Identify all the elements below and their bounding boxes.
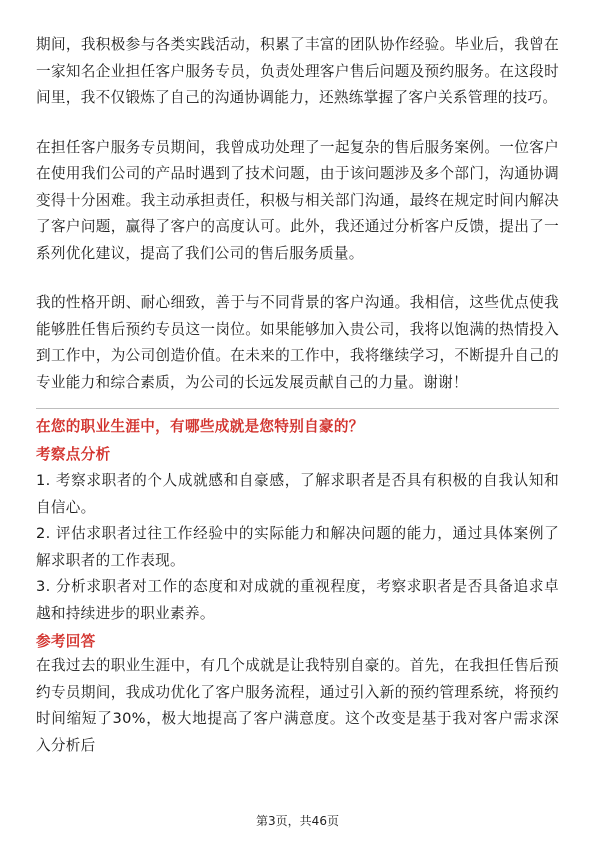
- body-paragraph: 在担任客户服务专员期间，我曾成功处理了一起复杂的售后服务案例。一位客户在使用我们公司的产品时遇到了技术问题，由于该问题涉及多个部门，沟通协调变得十分困难。我主动承担责任，积极与相关部门沟通，最终在规定时间内解决了客户问题，赢得了客户的高度认可。此外，我还通过分析客户反馈，提出了一系列优化建议，提高了我们公司的售后服务质量。: [36, 138, 559, 262]
- paragraph-gap: [36, 267, 559, 290]
- interview-question: 在您的职业生涯中，有哪些成就是您特别自豪的？: [36, 418, 364, 435]
- reference-answer-text: 在我过去的职业生涯中，有几个成就是让我特别自豪的。首先，在我担任售后预约专员期间，我成功优化了客户服务流程，通过引入新的预约管理系统，将预约时间缩短了30%，极大地提高了客户满意度。这个改变是基于我对客户需求深入分析后: [36, 657, 559, 754]
- paragraph-gap: [36, 112, 559, 135]
- analysis-point: 2. 评估求职者过往工作经验中的实际能力和解决问题的能力，通过具体案例了解求职者的工作表现。: [36, 525, 559, 569]
- body-paragraph: 期间，我积极参与各类实践活动，积累了丰富的团队协作经验。毕业后，我曾在一家知名企业担任客户服务专员，负责处理客户售后问题及预约服务。在这段时间里，我不仅锻炼了自己的沟通协调能力，还熟练掌握了客户关系管理的技巧。: [36, 36, 559, 106]
- body-paragraph: 我的性格开朗、耐心细致，善于与不同背景的客户沟通。我相信，这些优点使我能够胜任售后预约专员这一岗位。如果能够加入贵公司，我将以饱满的热情投入到工作中，为公司创造价值。在未来的工作中，我将继续学习，不断提升自己的专业能力和综合素质，为公司的长远发展贡献自己的力量。谢谢！: [36, 294, 559, 391]
- analysis-heading: 考察点分析: [36, 446, 111, 463]
- analysis-point: 1. 考察求职者的个人成就感和自豪感，了解求职者是否具有积极的自我认知和自信心。: [36, 472, 559, 516]
- analysis-point: 3. 分析求职者对工作的态度和对成就的重视程度，考察求职者是否具备追求卓越和持续进步的职业素养。: [36, 578, 559, 622]
- analysis-list: [36, 468, 559, 627]
- section-divider: [36, 408, 559, 409]
- document-page: [36, 32, 559, 759]
- reference-answer-heading: 参考回答: [36, 633, 96, 650]
- page-number-footer: 第3页，共46页: [256, 814, 339, 828]
